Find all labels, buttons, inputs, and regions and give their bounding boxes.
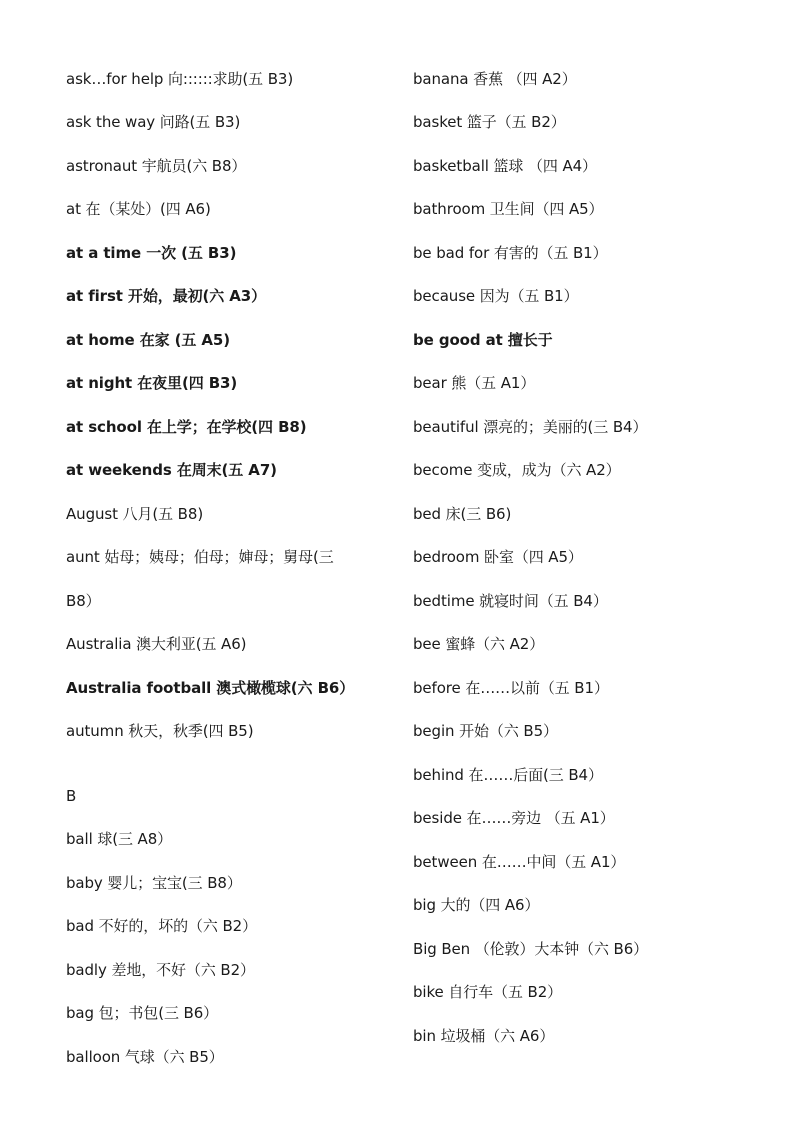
vocab-entry: banana 香蕉 （四 A2） bbox=[413, 70, 577, 88]
vocab-entry: bad 不好的，坏的（六 B2） bbox=[66, 917, 258, 935]
vocab-entry: Australia football 澳式橄榄球(六 B6） bbox=[66, 679, 355, 697]
vocab-entry: basketball 篮球 （四 A4） bbox=[413, 157, 597, 175]
vocab-entry: big 大的（四 A6） bbox=[413, 896, 540, 914]
vocab-entry: bee 蜜蜂（六 A2） bbox=[413, 635, 545, 653]
vocab-entry: become 变成，成为（六 A2） bbox=[413, 461, 621, 479]
vocab-entry: at school 在上学；在学校(四 B8) bbox=[66, 418, 307, 436]
vocab-entry: bedtime 就寝时间（五 B4） bbox=[413, 592, 608, 610]
vocab-entry: autumn 秋天，秋季(四 B5) bbox=[66, 722, 254, 740]
vocab-entry: bed 床(三 B6) bbox=[413, 505, 512, 523]
vocab-entry: at first 开始，最初(六 A3） bbox=[66, 287, 267, 305]
vocab-entry: at night 在夜里(四 B3) bbox=[66, 374, 238, 392]
vocab-entry: behind 在……后面(三 B4） bbox=[413, 766, 603, 784]
vocab-entry: be good at 擅长于 bbox=[413, 331, 553, 349]
vocab-entry: badly 差地，不好（六 B2） bbox=[66, 961, 255, 979]
vocab-entry: between 在……中间（五 A1） bbox=[413, 853, 626, 871]
vocab-entry: beside 在……旁边 （五 A1） bbox=[413, 809, 615, 827]
vocab-entry: bedroom 卧室（四 A5） bbox=[413, 548, 583, 566]
vocab-entry: begin 开始（六 B5） bbox=[413, 722, 558, 740]
vocab-entry: be bad for 有害的（五 B1） bbox=[413, 244, 608, 262]
vocab-entry: beautiful 漂亮的；美丽的(三 B4） bbox=[413, 418, 648, 436]
vocab-entry: at weekends 在周末(五 A7) bbox=[66, 461, 277, 479]
vocab-entry: basket 篮子（五 B2） bbox=[413, 113, 566, 131]
vocab-entry: at home 在家 (五 A5) bbox=[66, 331, 231, 349]
vocab-entry: bag 包；书包(三 B6） bbox=[66, 1004, 219, 1022]
vocab-entry: B8） bbox=[66, 592, 101, 610]
vocab-entry: bin 垃圾桶（六 A6） bbox=[413, 1027, 555, 1045]
vocab-entry: ball 球(三 A8） bbox=[66, 830, 173, 848]
vocab-entry: ask the way 问路(五 B3) bbox=[66, 113, 241, 131]
vocab-entry: August 八月(五 B8) bbox=[66, 505, 204, 523]
vocab-entry: at 在（某处）(四 A6) bbox=[66, 200, 211, 218]
vocab-entry: Big Ben （伦敦）大本钟（六 B6） bbox=[413, 940, 649, 958]
vocab-entry: because 因为（五 B1） bbox=[413, 287, 579, 305]
vocab-entry: Australia 澳大利亚(五 A6) bbox=[66, 635, 247, 653]
vocab-entry: baby 婴儿；宝宝(三 B8） bbox=[66, 874, 242, 892]
vocab-entry: astronaut 宇航员(六 B8） bbox=[66, 157, 247, 175]
vocab-entry: balloon 气球（六 B5） bbox=[66, 1048, 224, 1066]
vocab-entry: bike 自行车（五 B2） bbox=[413, 983, 563, 1001]
vocab-entry: bear 熊（五 A1） bbox=[413, 374, 536, 392]
vocab-entry: aunt 姑母；姨母；伯母；婶母；舅母(三 bbox=[66, 548, 334, 566]
section-letter: B bbox=[66, 787, 77, 805]
vocab-entry: before 在……以前（五 B1） bbox=[413, 679, 609, 697]
vocab-entry: at a time 一次 (五 B3) bbox=[66, 244, 237, 262]
vocab-entry: ask…for help 向::::::求助(五 B3) bbox=[66, 70, 294, 88]
vocab-entry: bathroom 卫生间（四 A5） bbox=[413, 200, 604, 218]
